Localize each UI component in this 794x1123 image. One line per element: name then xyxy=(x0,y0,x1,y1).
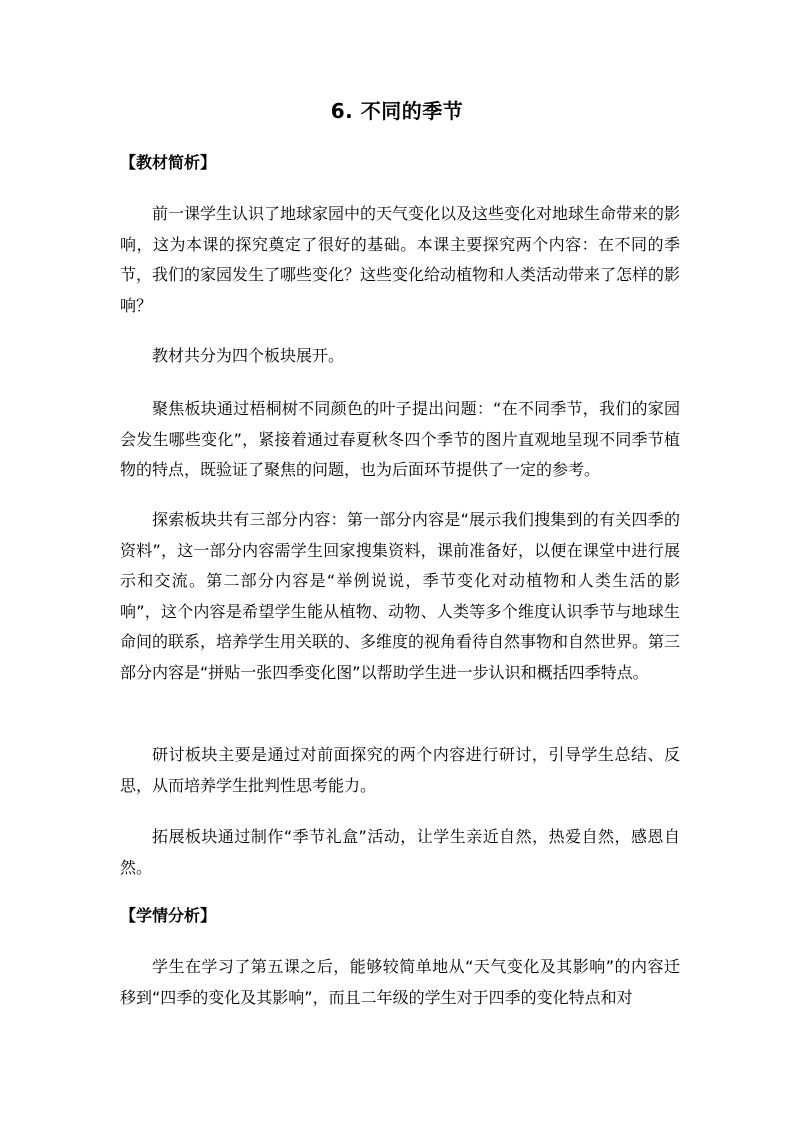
document-title: 6. 不同的季节 xyxy=(330,99,464,123)
paragraph: 研讨板块主要是通过对前面探究的两个内容进行研讨，引导学生总结、反思，从而培养学生批判性思考能力。 xyxy=(120,745,680,795)
paragraph: 学生在学习了第五课之后，能够较简单地从“天气变化及其影响”的内容迁移到“四季的变化及其影响”，而且二年级的学生对于四季的变化特点和对 xyxy=(120,957,680,1007)
section-heading-learner-analysis: 【学情分析】 xyxy=(120,906,217,925)
section-heading-textbook-analysis: 【教材简析】 xyxy=(120,153,217,172)
paragraph: 探索板块共有三部分内容：第一部分内容是“展示我们搜集到的有关四季的资料”，这一部分内容需学生回家搜集资料，课前准备好，以便在课堂中进行展示和交流。第二部分内容是“举例说说，季节变化对动植物和人类生活的影响”，这个内容是希望学生能从植物、动物、人类等多个维度认识季节与地球生命间的联系，培养学生用关联的、多维度的视角看待自然事物和自然世界。第三部分内容是“拼贴一张四季变化图”以帮助学生进一步认识和概括四季特点。 xyxy=(120,510,681,682)
paragraph: 拓展板块通过制作“季节礼盒”活动，让学生亲近自然，热爱自然，感恩自然。 xyxy=(120,827,680,877)
paragraph: 聚焦板块通过梧桐树不同颜色的叶子提出问题：“在不同季节，我们的家园会发生哪些变化”，紧接着通过春夏秋冬四个季节的图片直观地呈现不同季节植物的特点，既验证了聚焦的问题，也为后面环节提供了一定的参考。 xyxy=(120,399,680,479)
paragraph: 前一课学生认识了地球家园中的天气变化以及这些变化对地球生命带来的影响，这为本课的探究奠定了很好的基础。本课主要探究两个内容：在不同的季节，我们的家园发生了哪些变化？这些变化给动植物和人类活动带来了怎样的影响？ xyxy=(120,204,681,315)
paragraph: 教材共分为四个板块展开。 xyxy=(152,346,345,365)
